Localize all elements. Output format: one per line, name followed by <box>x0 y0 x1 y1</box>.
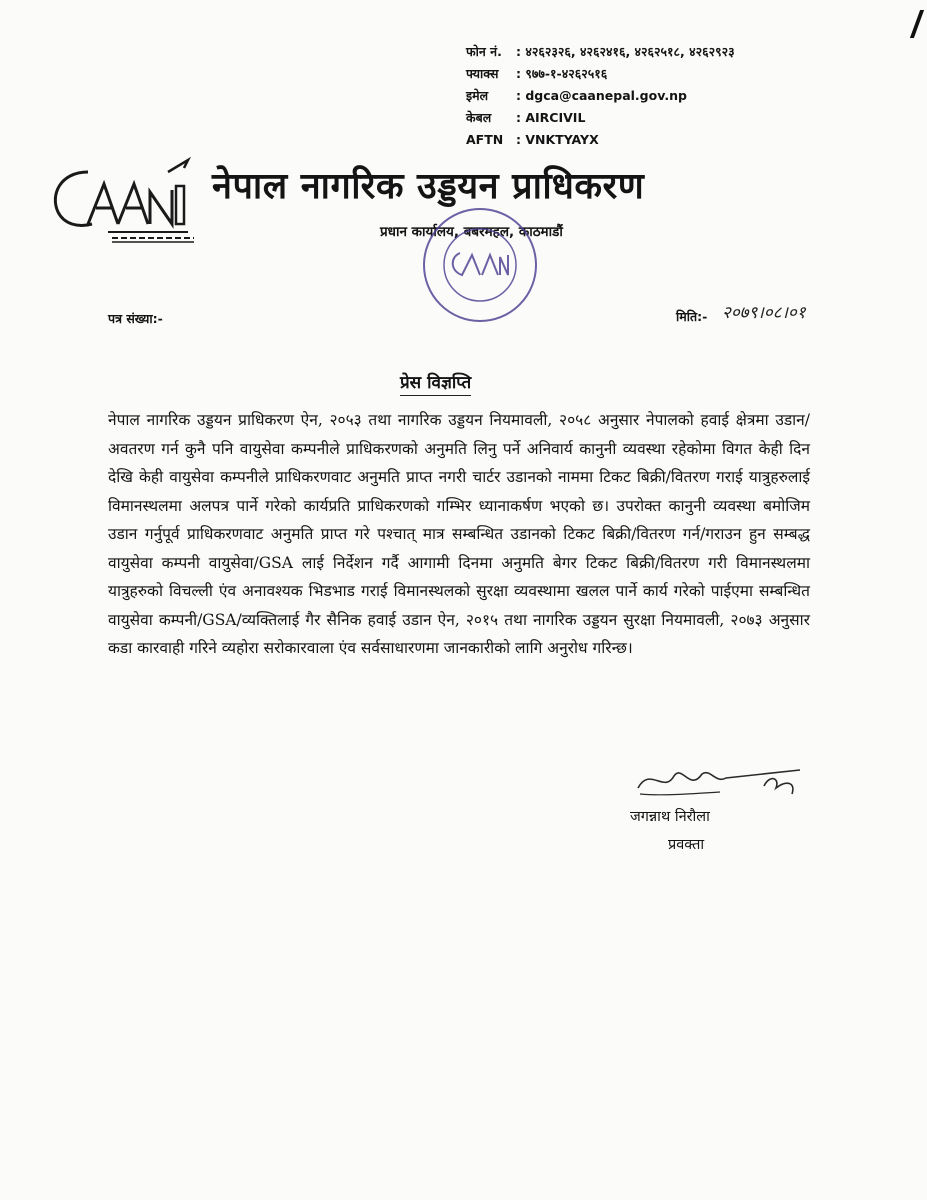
date-value: २०७९।०८।०१ <box>722 303 806 323</box>
cable-label: केबल <box>466 109 492 125</box>
email-label: इमेल <box>466 87 489 103</box>
office-address: प्रधान कार्यालय, बबरमहल, काठमाडौं <box>380 224 563 240</box>
reference-number-label: पत्र संख्या:- <box>108 311 163 326</box>
contact-phone <box>466 40 735 62</box>
aftn-value: : VNKTYAYX <box>516 131 599 147</box>
phone-label: फोन नं. <box>466 43 502 59</box>
contact-email <box>466 84 735 106</box>
handwritten-signature <box>630 758 830 808</box>
org-name: नेपाल नागरिक उड्डयन प्राधिकरण <box>212 166 645 207</box>
scan-corner-mark <box>894 10 924 38</box>
contact-aftn <box>466 128 735 150</box>
aftn-label: AFTN <box>466 131 504 147</box>
fax-value: : ९७७-१-४२६२५१६ <box>516 65 608 81</box>
contact-fax <box>466 62 735 84</box>
phone-value: : ४२६२३२६, ४२६२४१६, ४२६२५१८, ४२६२९२३ <box>516 43 735 59</box>
document-title: प्रेस विज्ञप्ति <box>400 370 471 396</box>
caan-logo <box>48 150 208 245</box>
press-release-body: नेपाल नागरिक उड्डयन प्राधिकरण ऐन, २०५३ तथा नागरिक उड्डयन नियमावली, २०५८ अनुसार नेपालको हवाई क्षेत्रमा उडान/अवतरण गर्न कुनै पनि वायुसेवा कम्पनीले प्राधिकरणको अनुमति लिनु पर्ने अनिवार्य कानुनी व्यवस्था रहेकोमा विगत केही दिन देखि केही वायुसेवा कम्पनीले प्राधिकरणवाट अनुमति प्राप्त नगरी चार्टर उडानको नाममा टिकट बिक्री/वितरण गराई यात्रुहरुलाई विमानस्थलमा अलपत्र पार्ने गरेको कार्यप्रति प्राधिकरणको गम्भिर ध्यानाकर्षण भएको छ। उपरोक्त कानुनी व्यवस्था बमोजिम उडान गर्नुपूर्व प्राधिकरणवाट अनुमति प्राप्त गरे पश्चात् मात्र सम्बन्धित उडानको टिकट बिक्री/वितरण गर्न/गराउन हुन सम्बद्ध वायुसेवा कम्पनी वायुसेवा/GSA लाई निर्देशन गर्दै आगामी दिनमा अनुमति बेगर टिकट बिक्री/वितरण गरी विमानस्थलमा यात्रुहरुको विचल्ली एंव अनावश्यक भिडभाड गराई विमानस्थलको सुरक्षा व्यवस्थामा खलल पार्ने कार्य गरेको पाईएमा सम्बन्धित वायुसेवा कम्पनी/GSA/व्यक्तिलाई गैर सैनिक हवाई उडान ऐन, २०१५ तथा नागरिक उड्डयन सुरक्षा नियमावली, २०७३ अनुसार कडा कारवाही गरिने व्यहोरा सरोकारवाला एंव सर्वसाधारणमा जानकारीको लागि अनुरोध गरिन्छ। <box>108 411 810 657</box>
contact-block <box>466 40 735 150</box>
cable-value: : AIRCIVIL <box>516 109 586 125</box>
official-seal <box>420 205 540 325</box>
email-value: : dgca@caanepal.gov.np <box>516 87 687 103</box>
fax-label: फ्याक्स <box>466 65 499 81</box>
signer-name: जगन्नाथ निरौला <box>630 809 710 825</box>
date-label: मिति:- <box>676 309 708 324</box>
signer-role: प्रवक्ता <box>668 837 705 853</box>
contact-cable <box>466 106 735 128</box>
